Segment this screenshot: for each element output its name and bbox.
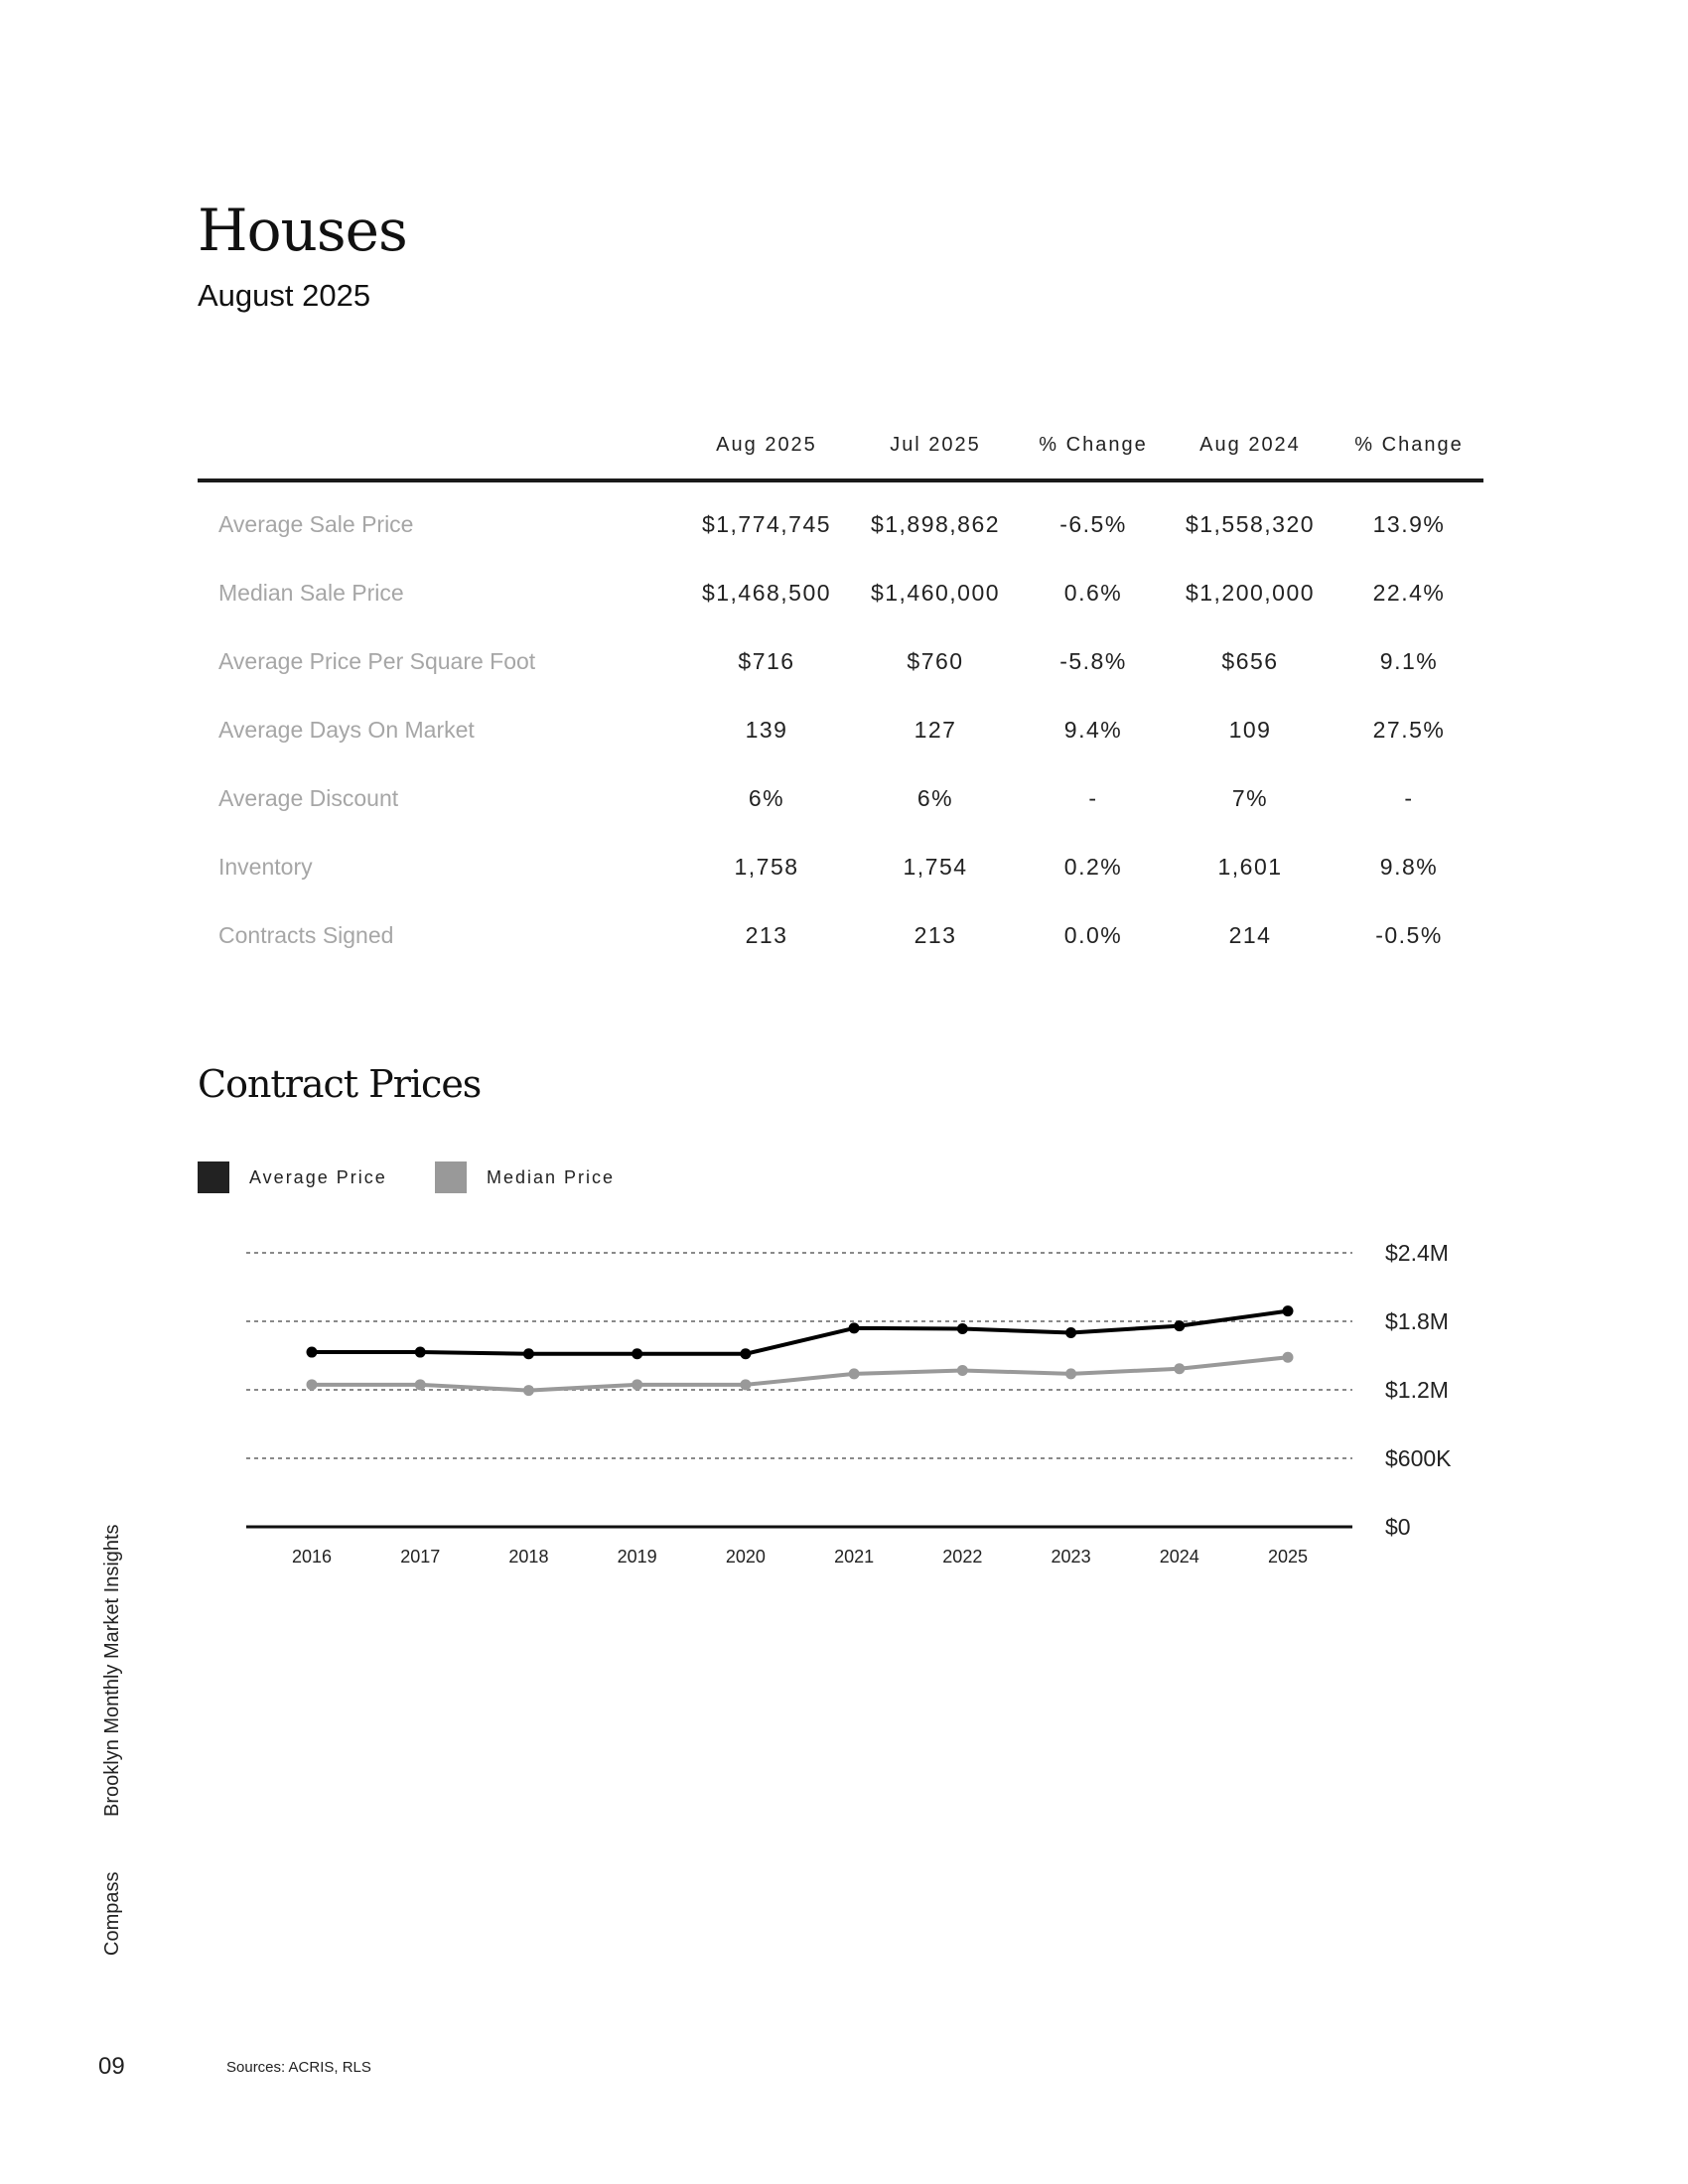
data-point-average-price (740, 1348, 751, 1359)
table-row (198, 717, 1483, 785)
table-cell: $1,460,000 (870, 580, 1001, 606)
y-tick-label: $600K (1385, 1445, 1452, 1471)
table-row (198, 854, 1483, 922)
table-cell: 213 (745, 922, 788, 948)
table-cell: 9.4% (1063, 717, 1123, 743)
table-cell: $1,898,862 (870, 511, 1001, 537)
table-cell: $1,558,320 (1185, 511, 1316, 537)
data-point-average-price (632, 1348, 642, 1359)
table-cell: 109 (1228, 717, 1272, 743)
x-tick-label: 2022 (942, 1547, 983, 1567)
table-cell: 214 (1228, 922, 1272, 948)
table-cell: 0.2% (1063, 854, 1123, 880)
data-point-median-price (1174, 1363, 1185, 1374)
y-tick-label: $1.2M (1385, 1377, 1449, 1403)
table-cell: 0.6% (1063, 580, 1123, 606)
row-label: Contracts Signed (218, 922, 394, 948)
x-tick-label: 2021 (834, 1547, 875, 1567)
page-title: Houses (198, 197, 407, 264)
row-label: Average Days On Market (218, 717, 475, 743)
x-tick-label: 2020 (725, 1547, 766, 1567)
contract-prices-chart (0, 1221, 1688, 1598)
x-tick-label: 2023 (1051, 1547, 1091, 1567)
data-point-median-price (307, 1379, 318, 1390)
x-tick-label: 2018 (508, 1547, 549, 1567)
table-body (198, 511, 1483, 991)
table-row (198, 785, 1483, 854)
x-tick-label: 2025 (1267, 1547, 1309, 1567)
legend-label: Median Price (487, 1166, 616, 1187)
data-point-average-price (957, 1323, 968, 1334)
column-header: Aug 2025 (716, 434, 817, 456)
table-cell: 127 (914, 717, 957, 743)
data-point-average-price (415, 1347, 426, 1358)
table-cell: 139 (745, 717, 788, 743)
table-cell: $1,200,000 (1185, 580, 1316, 606)
table-row (198, 922, 1483, 991)
table-cell: $656 (1221, 648, 1279, 674)
table-cell: 213 (914, 922, 957, 948)
data-point-average-price (307, 1347, 318, 1358)
y-tick-label: $1.8M (1385, 1308, 1449, 1334)
row-label: Average Discount (218, 785, 399, 811)
data-point-median-price (632, 1379, 642, 1390)
table-cell: 7% (1231, 785, 1269, 811)
table-cell: 0.0% (1063, 922, 1123, 948)
column-header: % Change (1354, 434, 1464, 456)
series-line-average-price (312, 1311, 1288, 1354)
legend-item-average (198, 1161, 387, 1193)
page-subtitle: August 2025 (198, 278, 371, 313)
data-point-median-price (849, 1368, 860, 1379)
table-cell: - (1088, 785, 1098, 811)
column-header: Jul 2025 (890, 434, 981, 456)
x-tick-label: 2016 (291, 1547, 333, 1567)
sources-note: Sources: ACRIS, RLS (226, 2059, 371, 2076)
table-cell: $716 (738, 648, 795, 674)
data-point-median-price (957, 1365, 968, 1376)
row-label: Inventory (218, 854, 313, 880)
row-label: Average Price Per Square Foot (218, 648, 536, 674)
sidebar-publication: Brooklyn Monthly Market Insights (101, 1524, 123, 1817)
series (307, 1305, 1294, 1396)
data-point-average-price (1174, 1320, 1185, 1331)
table-cell: 6% (748, 785, 785, 811)
series-line-median-price (312, 1357, 1288, 1390)
table-row (198, 580, 1483, 648)
column-header: % Change (1039, 434, 1148, 456)
x-tick-label: 2024 (1159, 1547, 1199, 1567)
table-cell: $760 (907, 648, 964, 674)
table-row (198, 648, 1483, 717)
table-cell: 6% (916, 785, 954, 811)
data-point-average-price (849, 1322, 860, 1333)
table-row (198, 511, 1483, 580)
sidebar-brand: Compass (101, 1871, 123, 1956)
chart-title: Contract Prices (198, 1062, 482, 1106)
table-cell: 22.4% (1372, 580, 1446, 606)
table-cell: - (1404, 785, 1414, 811)
table-cell: 9.1% (1379, 648, 1439, 674)
legend-swatch-median (435, 1161, 467, 1193)
table-cell: 27.5% (1372, 717, 1446, 743)
legend-label: Average Price (249, 1166, 387, 1187)
data-point-average-price (1283, 1305, 1294, 1316)
y-tick-label: $2.4M (1385, 1240, 1449, 1266)
legend-swatch-average (198, 1161, 229, 1193)
table-cell: 13.9% (1372, 511, 1446, 537)
table-cell: -5.8% (1059, 648, 1127, 674)
table-cell: $1,774,745 (701, 511, 832, 537)
table-cell: $1,468,500 (701, 580, 832, 606)
table-cell: -0.5% (1375, 922, 1443, 948)
x-axis-ticks (292, 1547, 1308, 1567)
x-tick-label: 2017 (400, 1547, 441, 1567)
data-point-median-price (1283, 1352, 1294, 1363)
table-header (198, 422, 1483, 477)
y-axis-ticks (1385, 1240, 1452, 1540)
data-point-median-price (1065, 1368, 1076, 1379)
table-cell: 1,758 (734, 854, 799, 880)
column-header: Aug 2024 (1199, 434, 1301, 456)
table-cell: 1,754 (903, 854, 968, 880)
table-cell: 9.8% (1379, 854, 1439, 880)
table-cell: -6.5% (1059, 511, 1127, 537)
row-label: Average Sale Price (218, 511, 414, 537)
stats-table (198, 422, 1483, 948)
y-tick-label: $0 (1385, 1514, 1411, 1540)
page-number: 09 (98, 2053, 125, 2080)
legend-item-median (435, 1161, 615, 1193)
header-rule (198, 478, 1483, 482)
row-label: Median Sale Price (218, 580, 404, 606)
gridlines (246, 1253, 1352, 1527)
table-cell: 1,601 (1217, 854, 1283, 880)
data-point-average-price (1065, 1327, 1076, 1338)
data-point-median-price (523, 1385, 534, 1396)
x-tick-label: 2019 (617, 1547, 657, 1567)
data-point-average-price (523, 1348, 534, 1359)
data-point-median-price (740, 1379, 751, 1390)
data-point-median-price (415, 1379, 426, 1390)
